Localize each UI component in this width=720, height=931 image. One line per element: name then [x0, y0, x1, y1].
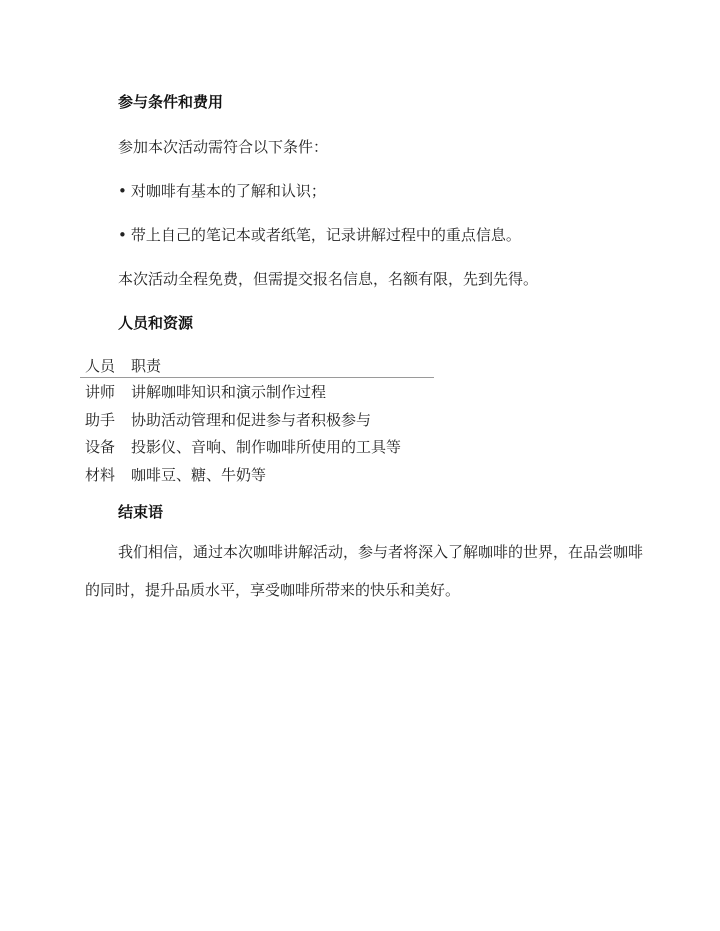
table-header-cell: 职责	[131, 356, 162, 375]
bullet-icon: •	[118, 226, 127, 244]
bullet-icon: •	[118, 182, 127, 200]
table-cell-role: 设备	[85, 438, 116, 457]
section-heading-personnel: 人员和资源	[118, 314, 194, 332]
table-row	[80, 378, 434, 406]
table-cell-role: 材料	[85, 465, 116, 484]
table-row	[80, 406, 434, 434]
table-row	[80, 433, 434, 461]
table-cell-duty: 投影仪、音响、制作咖啡所使用的工具等	[131, 438, 402, 457]
closing-paragraph: 我们相信，通过本次咖啡讲解活动，参与者将深入了解咖啡的世界，在品尝咖啡的同时，提升品质水平，享受咖啡所带来的快乐和美好。	[85, 543, 644, 599]
section-heading-closing: 结束语	[118, 503, 164, 521]
table-cell-duty: 咖啡豆、糖、牛奶等	[131, 465, 267, 484]
table-cell-duty: 协助活动管理和促进参与者积极参与	[131, 410, 372, 429]
fee-note: 本次活动全程免费，但需提交报名信息，名额有限，先到先得。	[118, 270, 539, 288]
table-header-cell: 人员	[85, 356, 116, 375]
table-cell-role: 讲师	[85, 383, 116, 402]
bullet-text: 带上自己的笔记本或者纸笔，记录讲解过程中的重点信息。	[130, 226, 521, 244]
bullet-item	[118, 180, 326, 201]
bullet-text: 对咖啡有基本的了解和认识；	[130, 182, 326, 200]
conditions-intro: 参加本次活动需符合以下条件：	[118, 138, 329, 156]
table-cell-role: 助手	[85, 410, 116, 429]
table-header-row	[80, 353, 434, 378]
section-heading-conditions: 参与条件和费用	[118, 93, 224, 111]
table-row	[80, 461, 434, 489]
personnel-table	[80, 353, 434, 488]
table-cell-duty: 讲解咖啡知识和演示制作过程	[131, 383, 327, 402]
bullet-item	[118, 224, 521, 245]
